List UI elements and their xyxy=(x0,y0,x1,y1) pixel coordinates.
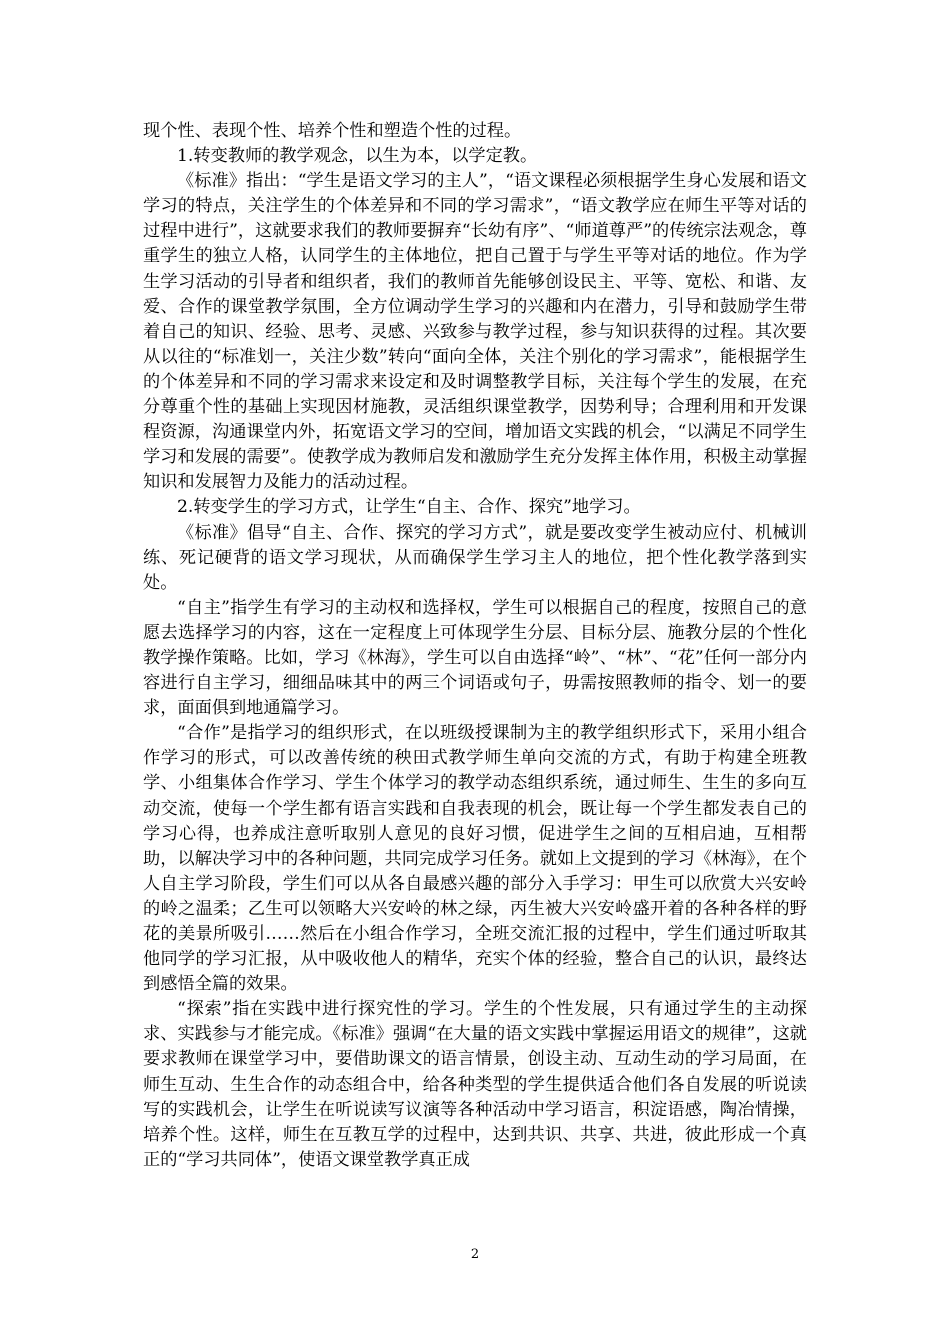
paragraph-exploration: “探索”指在实践中进行探究性的学习。学生的个性发展，只有通过学生的主动探求、实践参与才能完成。《标准》强调“在大量的语文实践中掌握运用语文的规律”，这就要求教师在课堂学习中，要借助课文的语言情景，创设主动、互动生动的学习局面，在师生互动、生生合作的动态组合中，给各种类型的学生提供适合他们各自发展的听说读写的实践机会，让学生在听说读写议演等各种活动中学习语言，积淀语感，陶冶情操，培养个性。这样，师生在互教互学的过程中，达到共识、共享、共进，彼此形成一个真正的“学习共同体”，使语文课堂教学真正成 xyxy=(143,999,807,1170)
document-body xyxy=(143,119,807,1173)
paragraph-continued: 现个性、表现个性、培养个性和塑造个性的过程。 xyxy=(143,121,522,141)
section-heading-learning-method: 2.转变学生的学习方式，让学生“自主、合作、探究”地学习。 xyxy=(177,497,641,518)
page-number: 2 xyxy=(470,1247,480,1262)
paragraph-standard-student-master: 《标准》指出：“学生是语文学习的主人”，“语文课程必须根据学生身心发展和语文学习的特点，关注学生的个体差异和不同的学习需求”，“语文教学应在师生平等对话的过程中进行”，这就要求我们的教师要摒弃“长幼有序”、“师道尊严”的传统宗法观念，尊重学生的独立人格，认同学生的主体地位，把自己置于与学生平等对话的地位。作为学生学习活动的引导者和组织者，我们的教师首先能够创设民主、平等、宽松、和谐、友爱、合作的课堂教学氛围，全方位调动学生学习的兴趣和内在潜力，引导和鼓励学生带着自己的知识、经验、思考、灵感、兴致参与教学过程，参与知识获得的过程。其次要从以往的“标准划一，关注少数”转向“面向全体，关注个别化的学习需求”，能根据学生的个体差异和不同的学习需求来设定和及时调整教学目标，关注每个学生的发展，在充分尊重个性的基础上实现因材施教，灵活组织课堂教学，因势利导；合理利用和开发课程资源，沟通课堂内外，拓宽语文学习的空间，增加语文实践的机会，“以满足不同学生学习和发展的需要”。使教学成为教师启发和激励学生充分发挥主体作用，积极主动掌握知识和发展智力及能力的活动过程。 xyxy=(143,171,807,493)
paragraph-standard-advocacy: 《标准》倡导“自主、合作、探究的学习方式”，就是要改变学生被动应付、机械训练、死记硬背的语文学习现状，从而确保学生学习主人的地位，把个性化教学落到实处。 xyxy=(143,522,807,593)
paragraph-autonomy: “自主”指学生有学习的主动权和选择权，学生可以根据自己的程度，按照自己的意愿去选择学习的内容，这在一定程度上可体现学生分层、目标分层、施教分层的个性化教学操作策略。比如，学习《林海》，学生可以自由选择“岭”、“林”、“花”任何一部分内容进行自主学习，细细品味其中的两三个词语或句子，毋需按照教师的指令、划一的要求，面面俱到地通篇学习。 xyxy=(143,597,807,719)
section-heading-teacher-concept: 1.转变教师的教学观念，以生为本，以学定教。 xyxy=(177,146,538,167)
paragraph-cooperation: “合作”是指学习的组织形式，在以班级授课制为主的教学组织形式下，采用小组合作学习的形式，可以改善传统的秧田式教学师生单向交流的方式，有助于构建全班教学、小组集体合作学习、学生个体学习的教学动态组织系统，通过师生、生生的多向互动交流，使每一个学生都有语言实践和自我表现的机会，既让每一个学生都发表自己的学习心得，也养成注意听取别人意见的良好习惯，促进学生之间的互相启迪，互相帮助，以解决学习中的各种问题，共同完成学习任务。就如上文提到的学习《林海》，在个人自主学习阶段，学生们可以从各自最感兴趣的部分入手学习：甲生可以欣赏大兴安岭的岭之温柔；乙生可以领略大兴安岭的林之绿，丙生被大兴安岭盛开着的各种各样的野花的美景所吸引……然后在小组合作学习，全班交流汇报的过程中，学生们通过听取其他同学的学习汇报，从中吸收他人的精华，充实个体的经验，整合自己的认识，最终达到感悟全篇的效果。 xyxy=(143,723,807,995)
